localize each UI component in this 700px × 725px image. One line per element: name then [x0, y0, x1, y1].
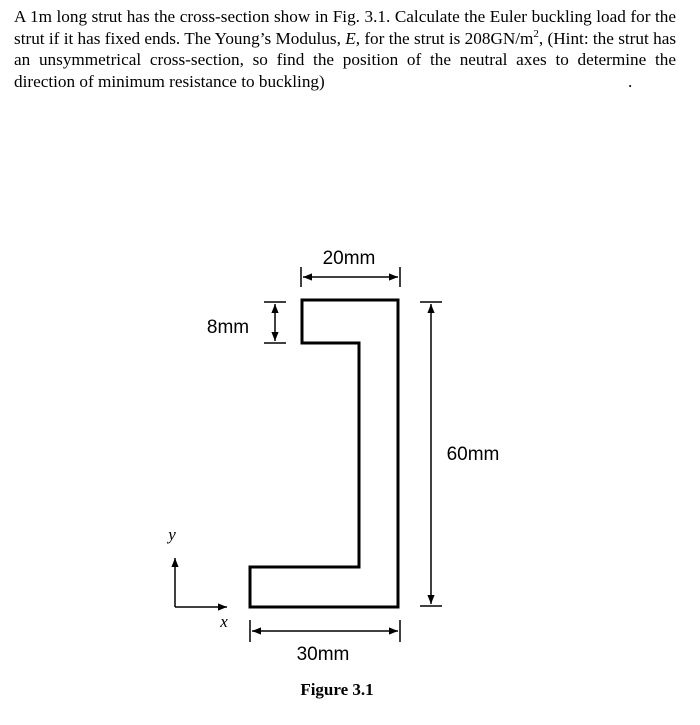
modulus-symbol: E — [345, 28, 356, 48]
problem-text-part3: , (Hint: the strut has an unsymmetrical cross-section, so find the position of the neutral axes to determine the direction of minimum resistance to buckling) — [14, 28, 677, 91]
thickness-label: 8mm — [206, 317, 250, 338]
figure-caption: Figure 3.1 — [300, 680, 374, 699]
unit-exponent: 2 — [533, 27, 539, 40]
top-width-label: 20mm — [322, 248, 376, 269]
cross-section-outline — [250, 300, 398, 607]
height-label: 60mm — [446, 444, 500, 465]
x-axis-label: x — [220, 612, 228, 631]
bottom-width-label: 30mm — [296, 644, 350, 665]
problem-text-part1: A 1m long strut has the cross-section show in Fig. 3.1. Calculate the Euler buckling load for the strut if it has fixed ends. The Young’s Modulus, — [14, 7, 676, 48]
problem-text-part2: , for the strut is 208GN/m — [355, 28, 534, 48]
trailing-dot: . — [628, 72, 633, 91]
y-axis-label: y — [168, 525, 176, 544]
